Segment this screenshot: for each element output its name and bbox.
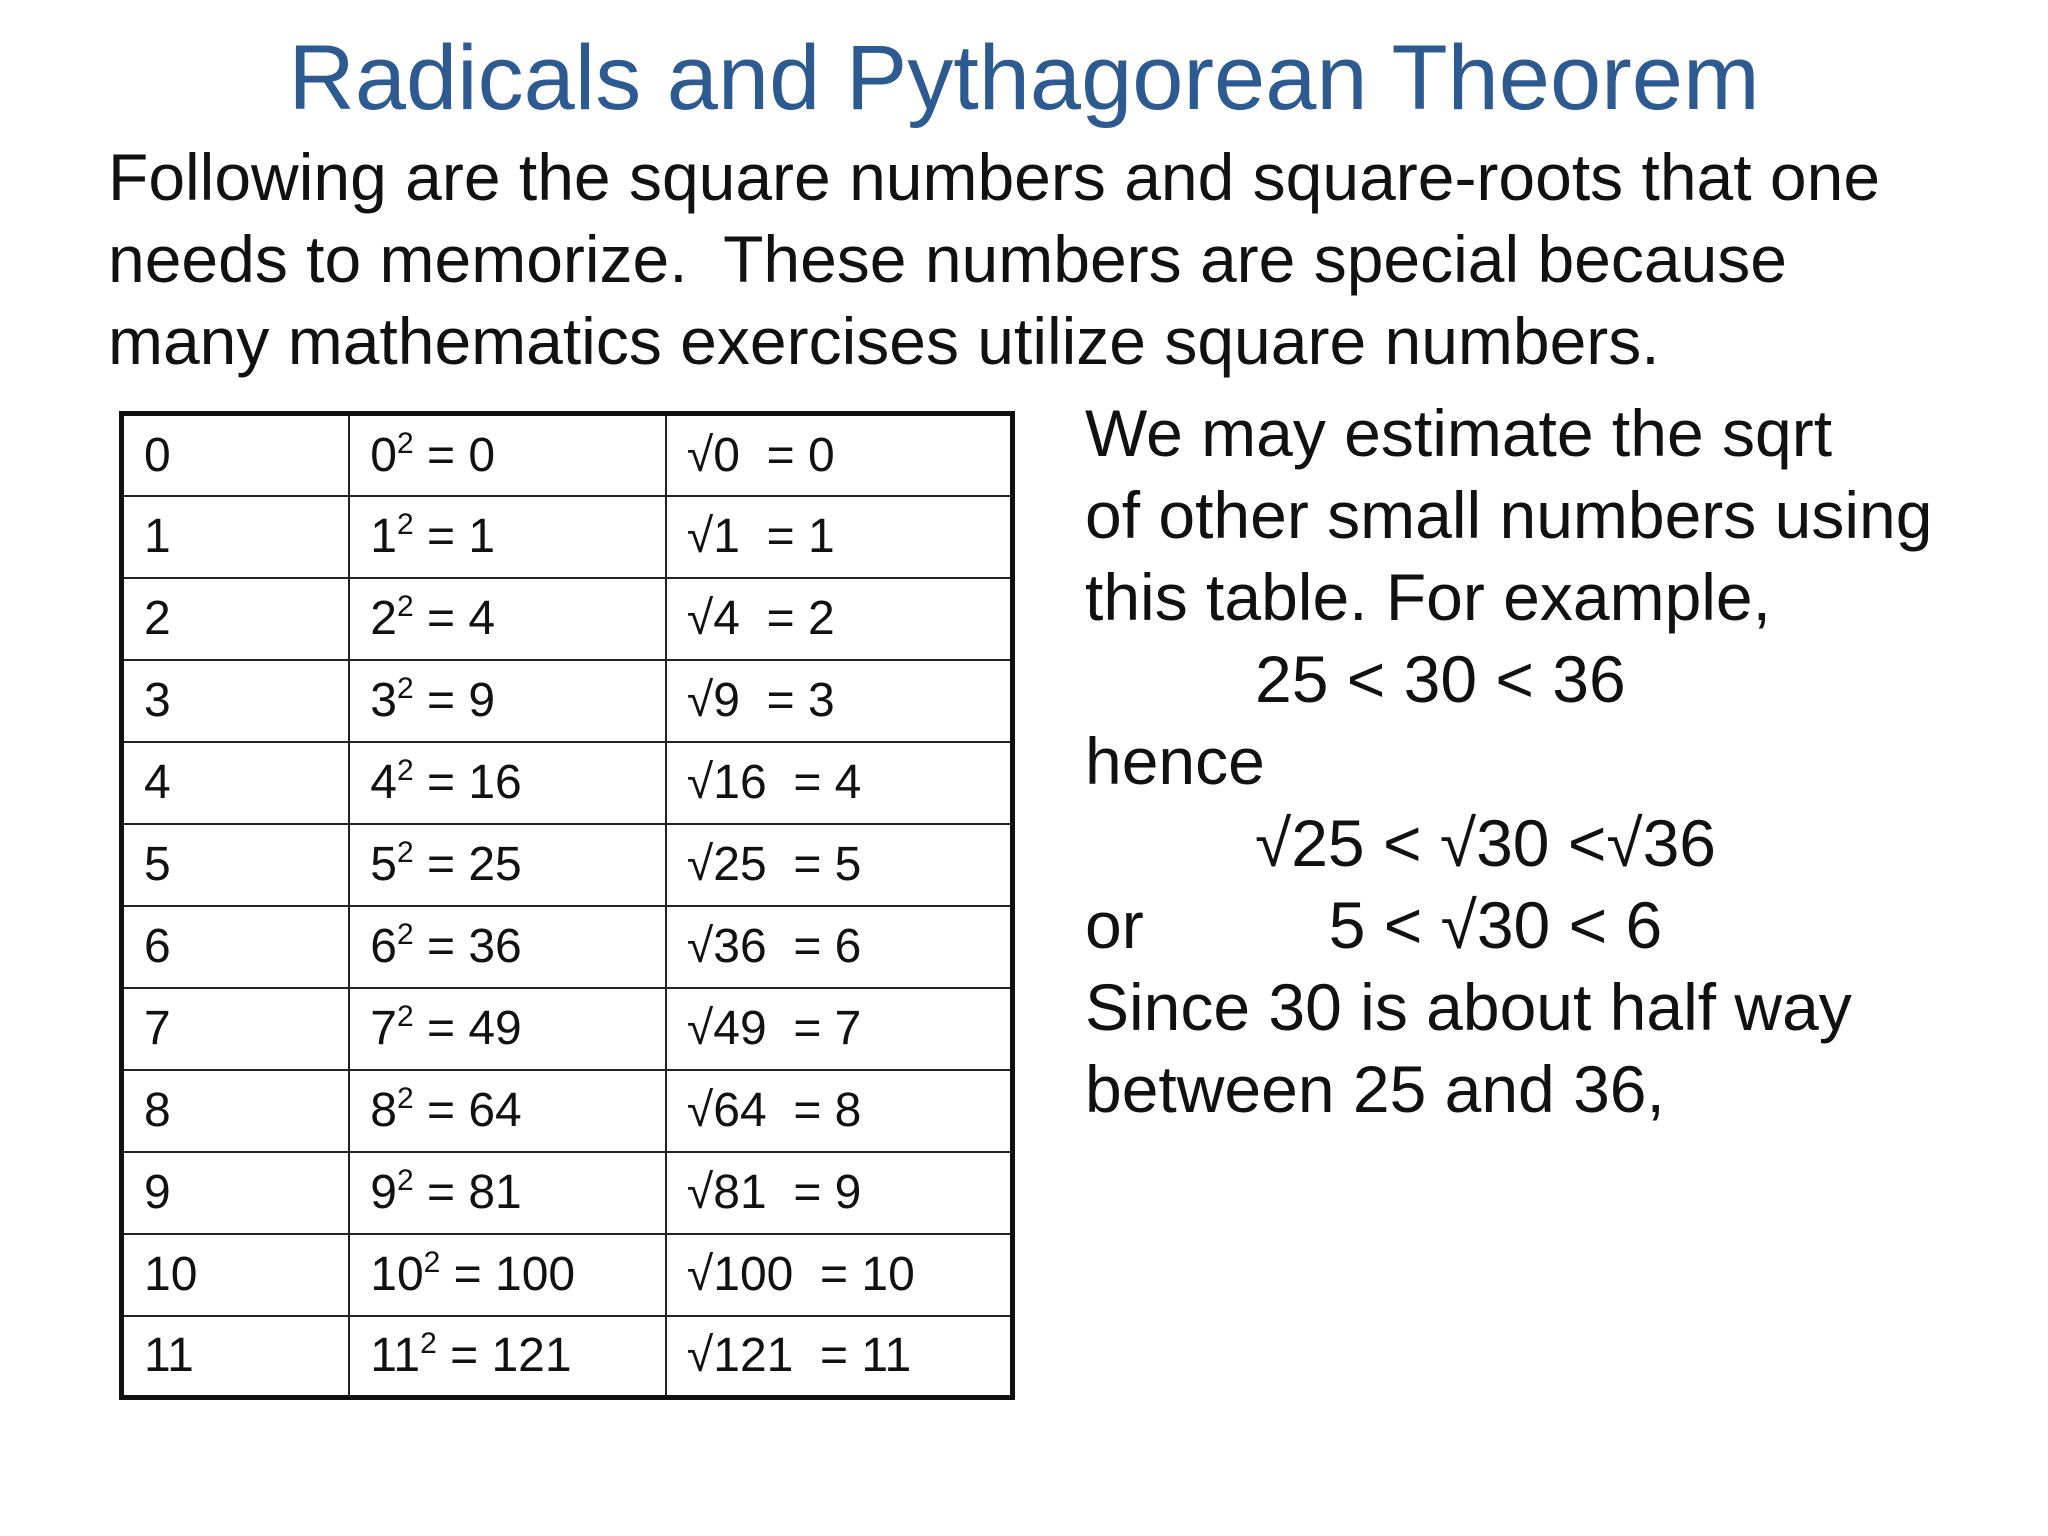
square-base: 7 <box>370 1002 397 1055</box>
table-row <box>122 1152 1013 1234</box>
square-base: 0 <box>370 428 397 482</box>
square-root-cell: √25 = 5 <box>666 824 1013 906</box>
square-base: 5 <box>370 838 397 891</box>
square-result: = 0 <box>413 428 496 482</box>
square-cell <box>349 1316 666 1398</box>
estimate-line: this table. For example, <box>1085 560 1771 634</box>
table-row <box>122 1234 1013 1316</box>
square-root-cell: √49 = 7 <box>666 988 1013 1070</box>
table-row <box>122 578 1013 660</box>
square-root-cell: √9 = 3 <box>666 660 1013 742</box>
square-result: = 121 <box>436 1329 572 1383</box>
square-result: = 16 <box>413 756 522 809</box>
square-exponent: 2 <box>420 1327 437 1361</box>
inequality-result: 5 < √30 < 6 <box>1328 888 1663 962</box>
table-row <box>122 496 1013 578</box>
square-result: = 64 <box>413 1084 522 1137</box>
table-row <box>122 988 1013 1070</box>
table-row <box>122 414 1013 496</box>
square-root-cell: √64 = 8 <box>666 1070 1013 1152</box>
square-cell <box>349 578 666 660</box>
square-cell <box>349 906 666 988</box>
square-base: 4 <box>370 756 397 809</box>
square-exponent: 2 <box>396 1164 414 1197</box>
table-row <box>122 1070 1013 1152</box>
number-cell: 0 <box>122 414 350 496</box>
estimate-line: hence <box>1085 724 1265 798</box>
square-base: 11 <box>370 1329 421 1383</box>
square-root-cell: √0 = 0 <box>666 414 1013 496</box>
number-cell: 7 <box>122 988 350 1070</box>
inequality-squares: 25 < 30 < 36 <box>1255 642 1626 716</box>
number-cell: 8 <box>122 1070 350 1152</box>
estimate-line: between 25 and 36, <box>1085 1052 1665 1126</box>
table-row <box>122 906 1013 988</box>
square-exponent: 2 <box>396 672 414 705</box>
square-root-cell: √4 = 2 <box>666 578 1013 660</box>
square-root-cell: √36 = 6 <box>666 906 1013 988</box>
square-result: = 81 <box>413 1166 522 1219</box>
square-exponent: 2 <box>396 1082 414 1115</box>
square-exponent: 2 <box>396 754 414 787</box>
square-root-cell: √81 = 9 <box>666 1152 1013 1234</box>
inequality-result-line <box>1085 884 2045 966</box>
intro-line: many mathematics exercises utilize square numbers. <box>108 304 1660 378</box>
squares-table <box>119 411 1015 1400</box>
square-exponent: 2 <box>423 1246 441 1279</box>
square-root-cell: √121 = 11 <box>666 1316 1013 1398</box>
table-row <box>122 1316 1013 1398</box>
square-exponent: 2 <box>396 590 414 623</box>
estimate-line: We may estimate the sqrt <box>1085 396 1833 470</box>
table-row <box>122 742 1013 824</box>
square-result: = 36 <box>413 920 522 973</box>
square-exponent: 2 <box>396 918 414 951</box>
table-row <box>122 824 1013 906</box>
number-cell: 9 <box>122 1152 350 1234</box>
table-row <box>122 660 1013 742</box>
square-root-cell: √100 = 10 <box>666 1234 1013 1316</box>
square-result: = 4 <box>413 592 496 645</box>
square-result: = 100 <box>440 1248 576 1301</box>
square-base: 3 <box>370 674 397 727</box>
number-cell: 4 <box>122 742 350 824</box>
number-cell: 3 <box>122 660 350 742</box>
square-cell <box>349 824 666 906</box>
square-cell <box>349 660 666 742</box>
square-root-cell: √1 = 1 <box>666 496 1013 578</box>
square-exponent: 2 <box>396 508 414 541</box>
number-cell: 6 <box>122 906 350 988</box>
square-result: = 25 <box>413 838 522 891</box>
or-word: or <box>1085 888 1144 962</box>
square-result: = 1 <box>413 510 496 563</box>
number-cell: 1 <box>122 496 350 578</box>
square-base: 9 <box>370 1166 397 1219</box>
square-cell <box>349 414 666 496</box>
square-base: 6 <box>370 920 397 973</box>
number-cell: 5 <box>122 824 350 906</box>
square-base: 10 <box>370 1248 424 1301</box>
estimate-explanation <box>1085 392 2045 1130</box>
square-cell <box>349 1070 666 1152</box>
square-cell <box>349 988 666 1070</box>
square-base: 1 <box>370 510 397 563</box>
square-root-cell: √16 = 4 <box>666 742 1013 824</box>
slide-title: Radicals and Pythagorean Theorem <box>288 27 1760 129</box>
inequality-roots: √25 < √30 <√36 <box>1255 806 1717 880</box>
square-base: 8 <box>370 1084 397 1137</box>
number-cell: 10 <box>122 1234 350 1316</box>
estimate-line: Since 30 is about half way <box>1085 970 1852 1044</box>
square-cell <box>349 742 666 824</box>
number-cell: 2 <box>122 578 350 660</box>
square-result: = 49 <box>413 1002 522 1055</box>
intro-paragraph <box>108 136 2008 382</box>
intro-line: needs to memorize. These numbers are special because <box>108 222 1788 296</box>
square-result: = 9 <box>413 674 496 727</box>
square-exponent: 2 <box>396 426 414 460</box>
square-base: 2 <box>370 592 397 645</box>
square-exponent: 2 <box>396 1000 414 1033</box>
square-cell <box>349 496 666 578</box>
square-cell <box>349 1234 666 1316</box>
estimate-line: of other small numbers using <box>1085 478 1933 552</box>
number-cell: 11 <box>122 1316 350 1398</box>
square-exponent: 2 <box>396 836 414 869</box>
squares-table-body <box>122 414 1013 1398</box>
square-cell <box>349 1152 666 1234</box>
intro-line: Following are the square numbers and square-roots that one <box>108 140 1881 214</box>
